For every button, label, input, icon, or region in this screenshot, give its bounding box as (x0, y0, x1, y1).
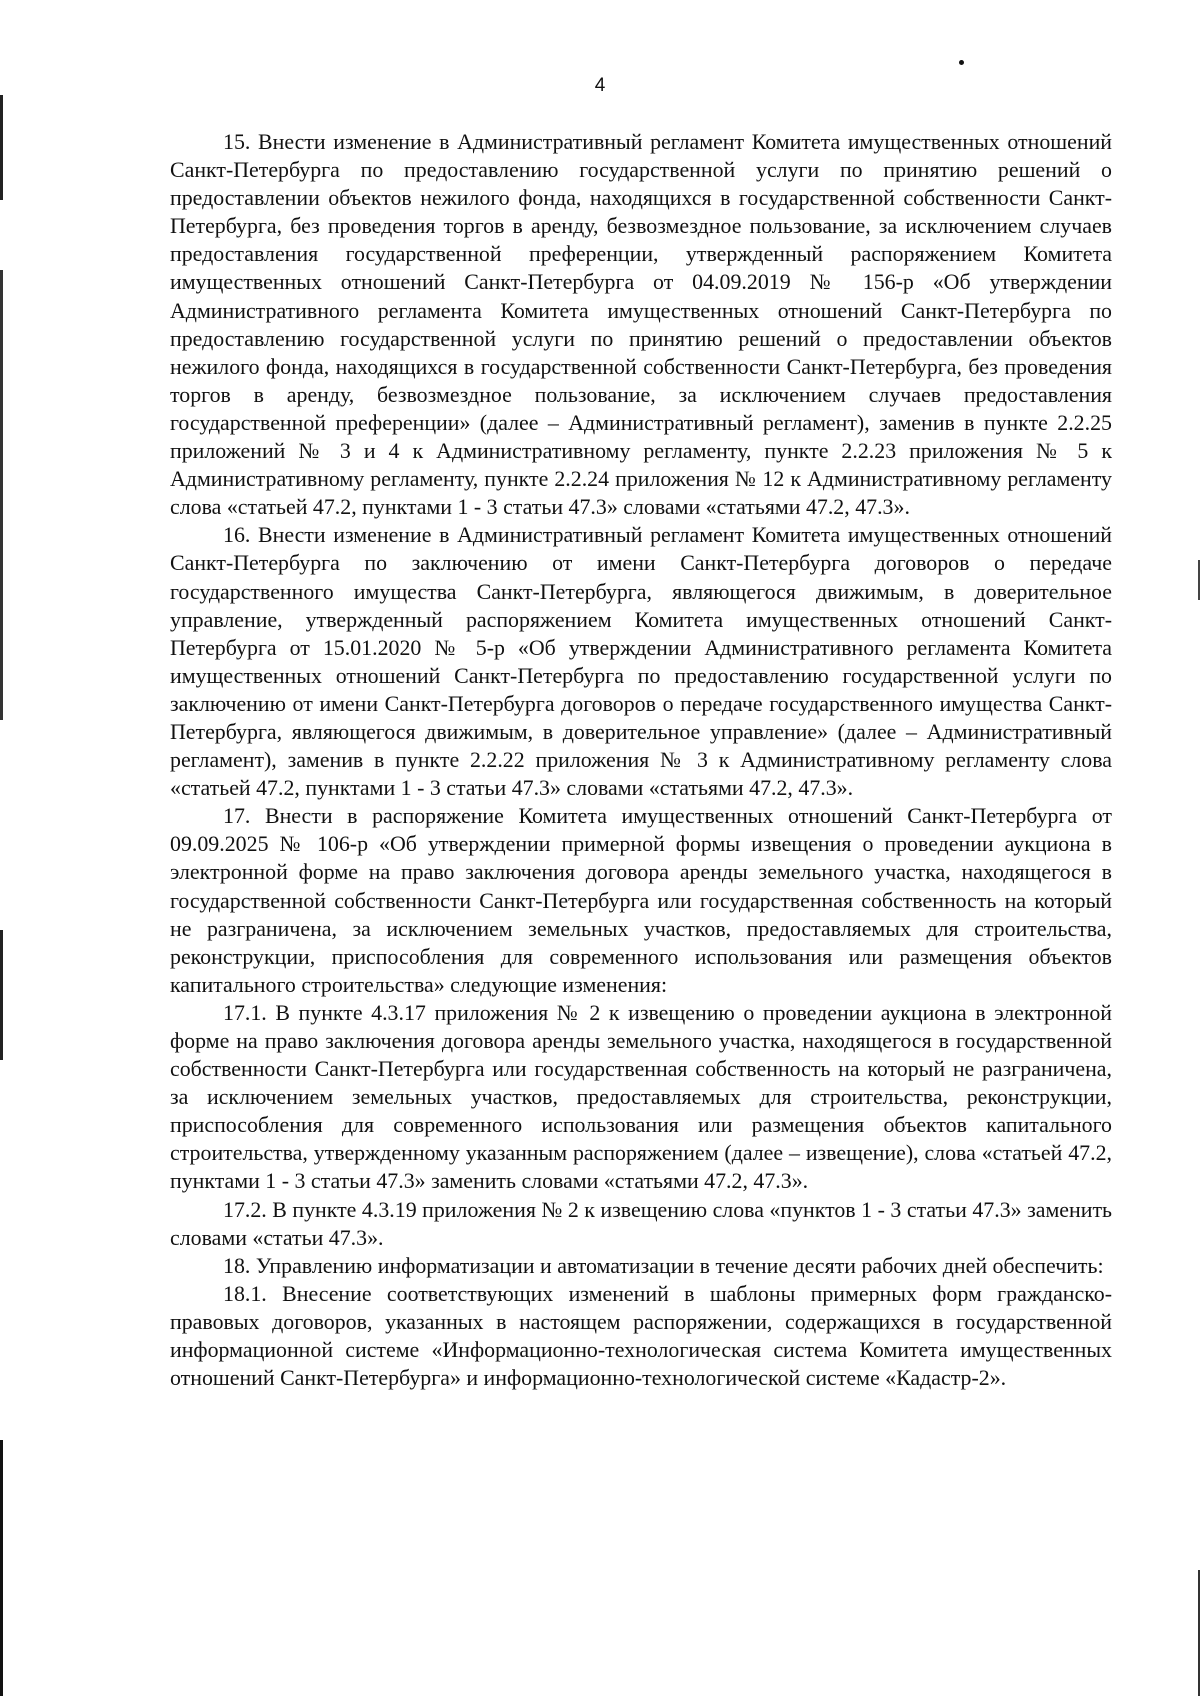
paragraph-18-1: 18.1. Внесение соответствующих изменений в шаблоны примерных форм гражданско-правовых договоров, указанных в настоящем распоряжении, содержащихся в государственной информационной системе «Информационно-технологическая система Комитета имущественных отношений Санкт-Петербурга» и информационно-технологической системе «Кадастр-2». (170, 1280, 1112, 1391)
scan-edge-left (0, 0, 3, 1696)
paragraph-18: 18. Управлению информатизации и автоматизации в течение десяти рабочих дней обеспечить: (223, 1252, 1104, 1278)
paragraph-15: 15. Внести изменение в Административный регламент Комитета имущественных отношений Санкт-Петербурга по предоставлению государственной услуги по принятию решений о предоставлении объектов нежилого фонда, находящихся в государственной собственности Санкт-Петербурга, без проведения торгов в аренду, безвозмездное пользование, за исключением случаев предоставления государственной преференции, утвержденный распоряжением Комитета имущественных отношений Санкт-Петербурга от 04.09.2019 № 156-р «Об утверждении Административного регламента Комитета имущественных отношений Санкт-Петербурга по предоставлению государственной услуги по принятию решений о предоставлении объектов нежилого фонда, находящихся в государственной собственности Санкт-Петербурга, без проведения торгов в аренду, безвозмездное пользование, за исключением случаев предоставления государственной преференции» (далее – Административный регламент), заменив в пункте 2.2.25 приложений № 3 и 4 к Административному регламенту, пункте 2.2.23 приложения № 5 к Административному регламенту, пункте 2.2.24 приложения № 12 к Административному регламенту слова «статьей 47.2, пунктами 1 - 3 статьи 47.3» словами «статьями 47.2, 47.3». (170, 129, 1112, 520)
paragraph-16: 16. Внести изменение в Административный регламент Комитета имущественных отношений Санкт-Петербурга по заключению от имени Санкт-Петербурга договоров о передаче государственного имущества Санкт-Петербурга, являющегося движимым, в доверительное управление, утвержденный распоряжением Комитета имущественных отношений Санкт-Петербурга от 15.01.2020 № 5-р «Об утверждении Административного регламента Комитета имущественных отношений Санкт-Петербурга по предоставлению государственной услуги по заключению от имени Санкт-Петербурга договоров о передаче государственного имущества Санкт-Петербурга, являющегося движимым, в доверительное управление» (далее – Административный регламент), заменив в пункте 2.2.22 приложения № 3 к Административному регламенту слова «статьей 47.2, пунктами 1 - 3 статьи 47.3» словами «статьями 47.2, 47.3». (170, 522, 1112, 801)
page-number: 4 (594, 75, 606, 96)
document-body (170, 128, 1112, 1392)
scan-speck (959, 60, 964, 65)
paragraph-17-2: 17.2. В пункте 4.3.19 приложения № 2 к извещению слова «пунктов 1 - 3 статьи 47.3» заменить словами «статьи 47.3». (170, 1196, 1112, 1250)
paragraph-17: 17. Внести в распоряжение Комитета имущественных отношений Санкт-Петербурга от 09.09.2025 № 106-р «Об утверждении примерной формы извещения о проведении аукциона в электронной форме на право заключения договора аренды земельного участка, находящегося в государственной собственности Санкт-Петербурга или государственная собственность на который не разграничена, за исключением земельных участков, предоставляемых для строительства, реконструкции, приспособления для современного использования или размещения объектов капитального строительства» следующие изменения: (170, 803, 1112, 997)
paragraph-17-1: 17.1. В пункте 4.3.17 приложения № 2 к извещению о проведении аукциона в электронной форме на право заключения договора аренды земельного участка, находящегося в государственной собственности Санкт-Петербурга или государственная собственность на который не разграничена, за исключением земельных участков, предоставляемых для строительства, реконструкции, приспособления для современного использования или размещения объектов капитального строительства, утвержденному указанным распоряжением (далее – извещение), слова «статьей 47.2, пунктами 1 - 3 статьи 47.3» заменить словами «статьями 47.2, 47.3». (170, 999, 1112, 1194)
